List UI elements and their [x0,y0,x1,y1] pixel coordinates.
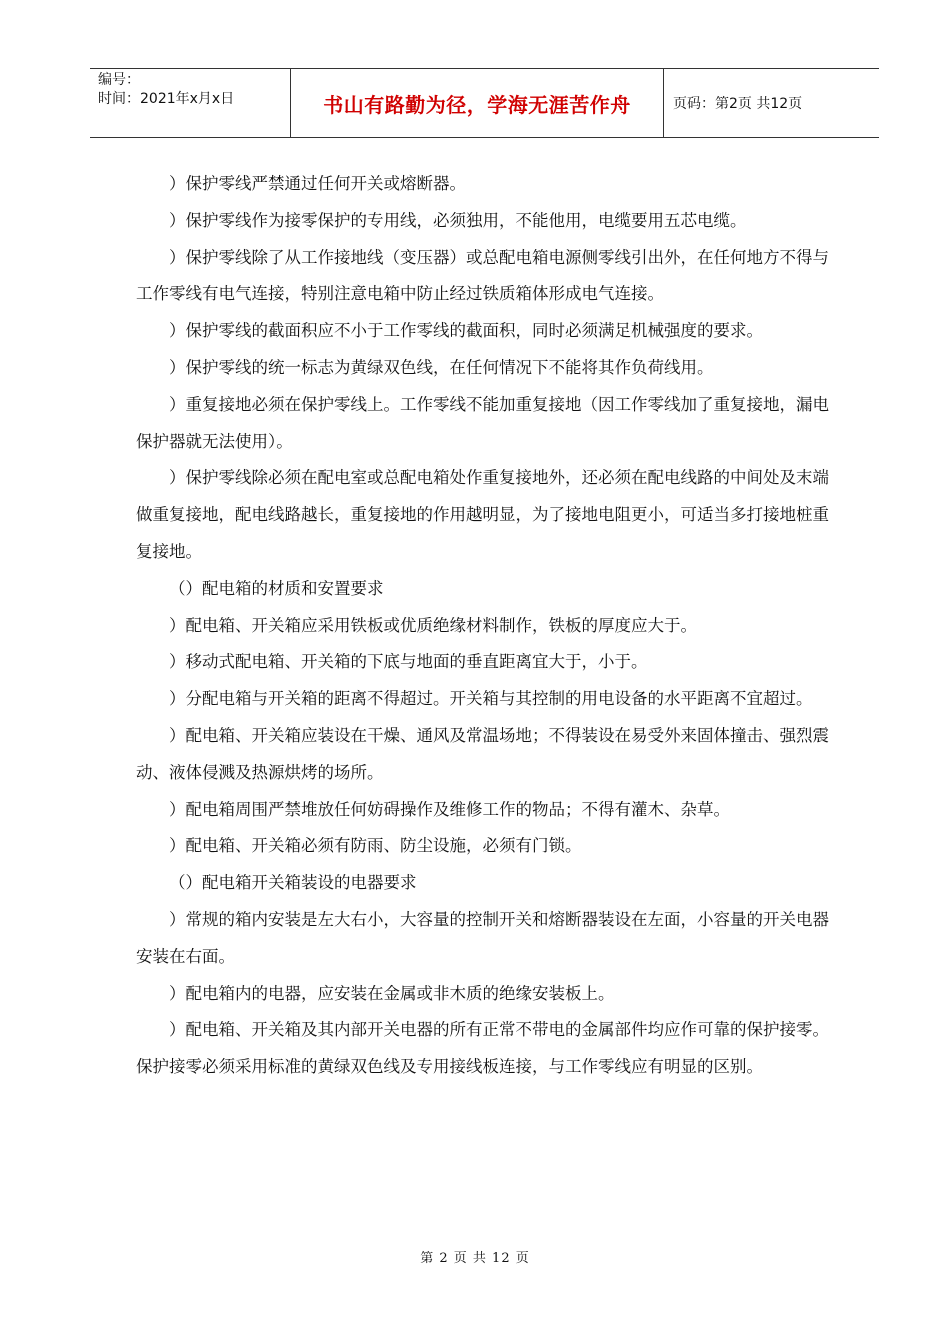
paragraph: ）保护零线严禁通过任何开关或熔断器。 [169,174,466,193]
paragraph: ）配电箱、开关箱应采用铁板或优质绝缘材料制作，铁板的厚度应大于。 [169,615,697,635]
page-footer [0,1247,950,1266]
paragraph: ）常规的箱内安装是左大右小，大容量的控制开关和熔断器装设在左面，小容量的开关电器安装在右面。 [136,909,829,966]
paragraph: ）保护零线作为接零保护的专用线，必须独用，不能他用，电缆要用五芯电缆。 [169,210,747,230]
paragraph: ）移动式配电箱、开关箱的下底与地面的垂直距离宜大于，小于。 [169,652,648,672]
motto-text: 书山有路勤为径，学海无涯苦作舟 [323,92,631,117]
paragraph: ）分配电箱与开关箱的距离不得超过。开关箱与其控制的用电设备的水平距离不宜超过。 [169,689,813,709]
header-motto-cell [291,69,664,137]
document-body [136,166,834,1086]
paragraph: ）配电箱周围严禁堆放任何妨碍操作及维修工作的物品；不得有灌木、杂草。 [169,799,730,819]
paragraph: ）配电箱内的电器，应安装在金属或非木质的绝缘安装板上。 [169,983,615,1003]
footer-page-number: 第 2 页 共 12 页 [420,1251,530,1266]
header-page-cell [664,69,879,137]
paragraph: ）保护零线除必须在配电室或总配电箱处作重复接地外，还必须在配电线路的中间处及末端做重复接地，配电线路越长，重复接地的作用越明显，为了接地电阻更小，可适当多打接地桩重复接地。 [136,468,829,561]
paragraph: ）保护零线的截面积应不小于工作零线的截面积，同时必须满足机械强度的要求。 [169,321,763,341]
section-heading: （）配电箱开关箱装设的电器要求 [169,873,417,893]
paragraph: ）配电箱、开关箱应装设在干燥、通风及常温场地；不得装设在易受外来固体撞击、强烈震动、液体侵溅及热源烘烤的场所。 [136,725,829,782]
paragraph: ）配电箱、开关箱及其内部开关电器的所有正常不带电的金属部件均应作可靠的保护接零。保护接零必须采用标准的黄绿双色线及专用接线板连接，与工作零线应有明显的区别。 [136,1020,829,1077]
paragraph: ）保护零线的统一标志为黄绿双色线，在任何情况下不能将其作负荷线用。 [169,357,714,377]
paragraph: ）配电箱、开关箱必须有防雨、防尘设施，必须有门锁。 [169,836,582,856]
document-header [90,68,879,138]
section-heading: （）配电箱的材质和安置要求 [169,578,384,598]
header-meta-cell [90,69,291,137]
date-label: 时间：2021年x月x日 [98,91,235,107]
paragraph: ）重复接地必须在保护零线上。工作零线不能加重复接地（因工作零线加了重复接地，漏电保护器就无法使用）。 [136,394,829,451]
page-info: 页码：第2页 共12页 [673,96,803,112]
serial-number-label: 编号： [98,72,140,88]
paragraph: ）保护零线除了从工作接地线（变压器）或总配电箱电源侧零线引出外，在任何地方不得与工作零线有电气连接，特别注意电箱中防止经过铁质箱体形成电气连接。 [136,247,829,304]
